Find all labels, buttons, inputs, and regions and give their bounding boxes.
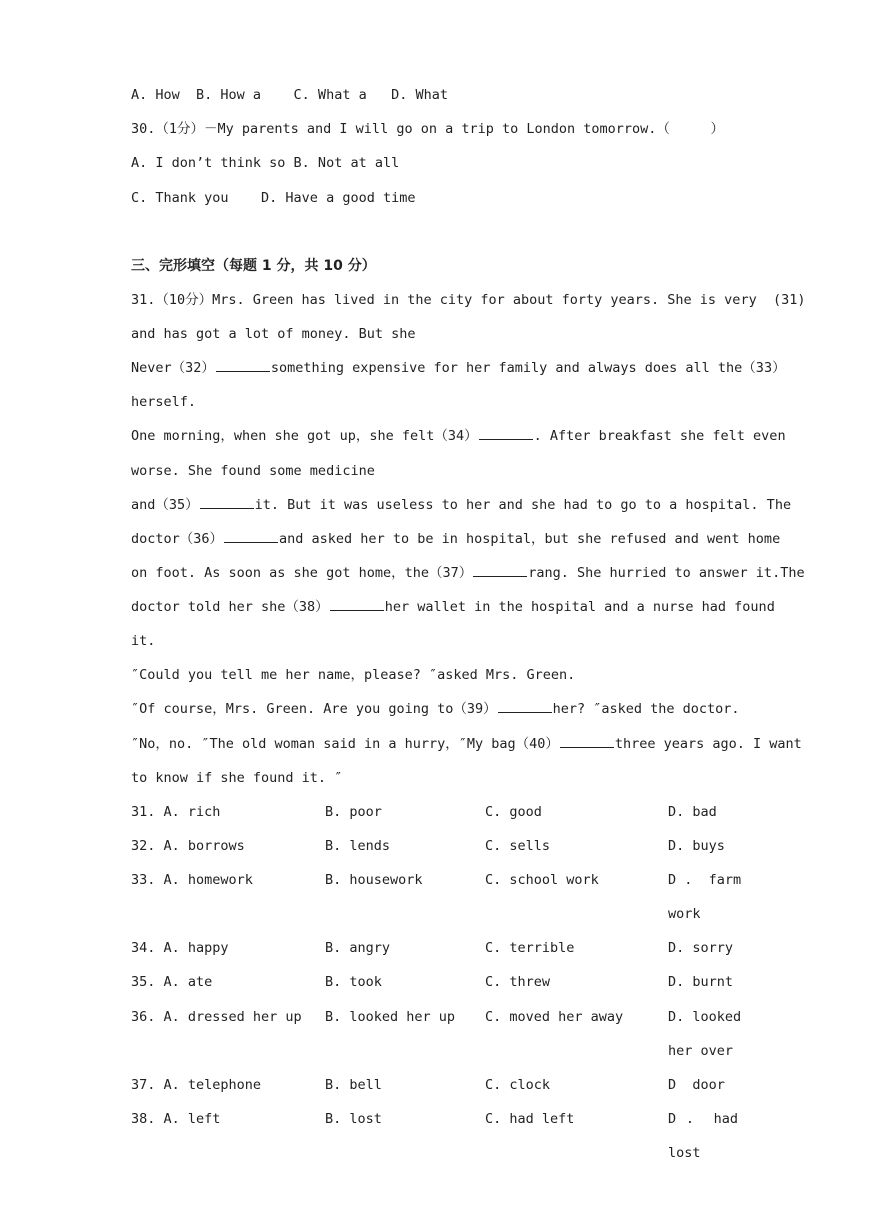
- passage-line-15: to know if she found it. ″: [131, 770, 343, 786]
- passage-text: ″No，no. ″The old woman said in a hurry，″My bag（40）: [131, 736, 559, 752]
- passage-text: and（35）: [131, 497, 199, 513]
- passage-text: her wallet in the hospital and a nurse had found: [384, 599, 775, 615]
- choice-34-b: B. angry: [325, 940, 391, 956]
- choice-36-c: C. moved her away: [485, 1009, 624, 1025]
- q30-stem: 30.（1分）－My parents and I will go on a trip to London tomorrow.（ ）: [131, 121, 725, 137]
- choice-35-d: D. burnt: [668, 974, 734, 990]
- passage-text: ″Of course，Mrs. Green. Are you going to（39）: [131, 701, 497, 717]
- choice-38-c: C. had left: [485, 1111, 575, 1127]
- blank-34: [479, 426, 533, 440]
- blank-38: [330, 597, 384, 611]
- choice-32-a: 32. A. borrows: [131, 838, 245, 854]
- choice-35-b: B. took: [325, 974, 382, 990]
- passage-line-3: [131, 358, 786, 378]
- choice-32-d: D. buys: [668, 838, 725, 854]
- choice-36-b: B. looked her up: [325, 1009, 456, 1025]
- choice-33-c: C. school work: [485, 872, 599, 888]
- choice-36-d: D. looked: [668, 1009, 742, 1025]
- choice-34-d: D. sorry: [668, 940, 734, 956]
- choice-37-a: 37. A. telephone: [131, 1077, 262, 1093]
- choice-32-b: B. lends: [325, 838, 391, 854]
- passage-text: One morning，when she got up，she felt（34）: [131, 428, 478, 444]
- passage-line-1: 31.（10分）Mrs. Green has lived in the city for about forty years. She is very (31): [131, 292, 806, 308]
- choice-31-a: 31. A. rich: [131, 804, 221, 820]
- choice-34-c: C. terrible: [485, 940, 575, 956]
- passage-text: her? ″asked the doctor.: [552, 701, 740, 717]
- choice-38-d: D . had: [668, 1111, 738, 1127]
- q30-options-line2: C. Thank you D. Have a good time: [131, 190, 416, 206]
- choice-35-c: C. threw: [485, 974, 551, 990]
- passage-text: rang. She hurried to answer it.The: [528, 565, 805, 581]
- choice-31-d: D. bad: [668, 804, 717, 820]
- passage-text: and asked her to be in hospital，but she refused and went home: [279, 531, 781, 547]
- choice-37-d: D door: [668, 1077, 725, 1093]
- choice-36-a: 36. A. dressed her up: [131, 1009, 302, 1025]
- blank-37: [473, 563, 527, 577]
- passage-line-8: [131, 529, 781, 549]
- passage-line-11: it.: [131, 633, 156, 649]
- choice-33-d-cont: work: [668, 906, 701, 922]
- passage-text: . After breakfast she felt even: [533, 428, 786, 444]
- passage-text: doctor told her she（38）: [131, 599, 329, 615]
- passage-text: on foot. As soon as she got home，the（37）: [131, 565, 473, 581]
- passage-text: doctor（36）: [131, 531, 224, 547]
- blank-39: [498, 699, 552, 713]
- choice-38-b: B. lost: [325, 1111, 382, 1127]
- choice-33-d: D . farm: [668, 872, 742, 888]
- passage-text: something expensive for her family and always does all the（33）: [270, 360, 786, 376]
- blank-35: [200, 495, 254, 509]
- q29-options: A. How B. How a C. What a D. What: [131, 87, 448, 103]
- passage-line-13: [131, 699, 740, 719]
- choice-31-b: B. poor: [325, 804, 382, 820]
- q30-options-line1: A. I don’t think so B. Not at all: [131, 155, 400, 171]
- choice-36-d-cont: her over: [668, 1043, 734, 1059]
- choice-33-a: 33. A. homework: [131, 872, 253, 888]
- choice-37-c: C. clock: [485, 1077, 551, 1093]
- choice-34-a: 34. A. happy: [131, 940, 229, 956]
- blank-40: [560, 734, 614, 748]
- choice-38-d-cont: lost: [668, 1145, 701, 1161]
- choice-35-a: 35. A. ate: [131, 974, 213, 990]
- passage-text: Never（32）: [131, 360, 215, 376]
- blank-36: [224, 529, 278, 543]
- blank-32: [216, 358, 270, 372]
- passage-line-6: worse. She found some medicine: [131, 463, 375, 479]
- choice-32-c: C. sells: [485, 838, 551, 854]
- section3-heading: 三、完形填空（每题 1 分，共 10 分）: [131, 258, 376, 274]
- passage-line-5: [131, 426, 786, 446]
- passage-line-14: [131, 734, 802, 754]
- passage-line-9: [131, 563, 805, 583]
- choice-38-a: 38. A. left: [131, 1111, 221, 1127]
- choice-37-b: B. bell: [325, 1077, 382, 1093]
- choice-33-b: B. housework: [325, 872, 423, 888]
- choice-31-c: C. good: [485, 804, 542, 820]
- passage-line-10: [131, 597, 775, 617]
- passage-text: three years ago. I want: [614, 736, 802, 752]
- passage-line-4: herself.: [131, 394, 197, 410]
- passage-line-7: [131, 495, 792, 515]
- passage-line-12: ″Could you tell me her name，please? ″asked Mrs. Green.: [131, 667, 576, 683]
- passage-text: it. But it was useless to her and she had to go to a hospital. The: [254, 497, 792, 513]
- passage-line-2: and has got a lot of money. But she: [131, 326, 416, 342]
